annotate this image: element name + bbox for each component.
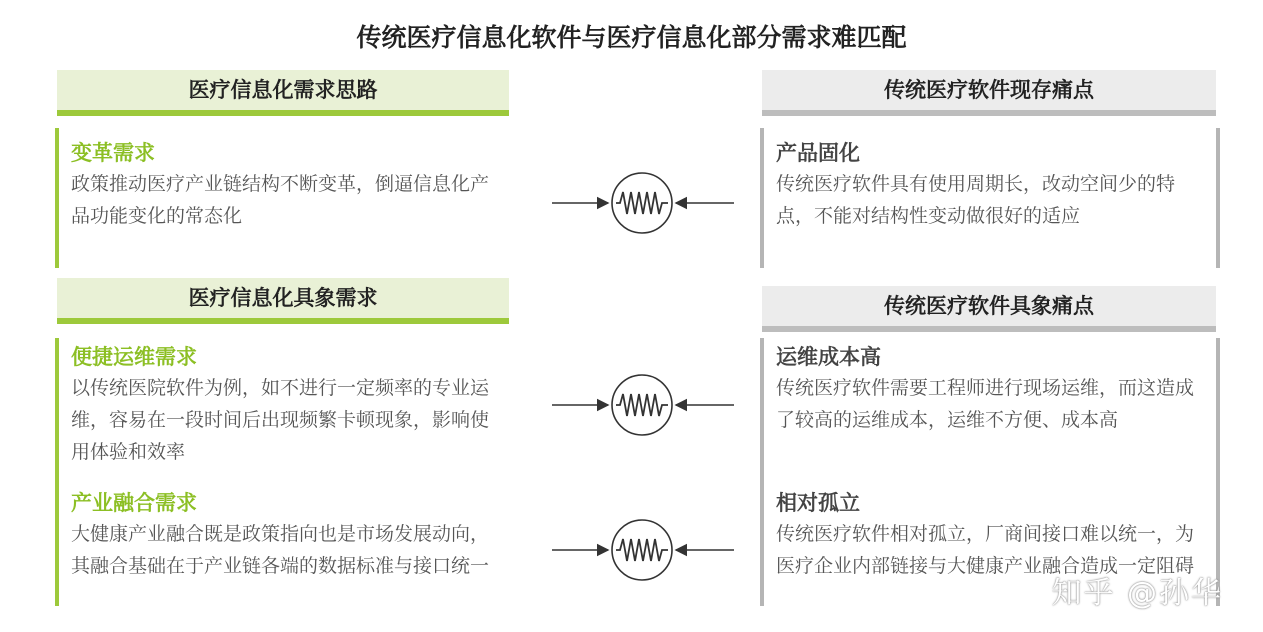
item-title: 运维成本高 [776, 345, 881, 369]
page-title: 传统医疗信息化软件与医疗信息化部分需求难匹配 [356, 23, 907, 52]
right-block-1 [760, 128, 1220, 268]
item-body: 传统医疗软件具有使用周期长，改动空间少的特点，不能对结构性变动做很好的适应 [776, 173, 1176, 227]
item-body: 大健康产业融合既是政策指向也是市场发展动向，其融合基础在于产业链各端的数据标准与接口统一 [71, 523, 490, 577]
left-header-specific: 医疗信息化具象需求 [57, 278, 509, 324]
item-title: 相对孤立 [776, 491, 860, 515]
left-block-1 [55, 128, 511, 268]
pain-item [776, 138, 1206, 232]
item-title: 产业融合需求 [71, 491, 197, 515]
friction-connector-3 [548, 515, 738, 585]
item-body: 以传统医院软件为例，如不进行一定频率的专业运维，容易在一段时间后出现频繁卡顿现象，影响使用体验和效率 [71, 377, 490, 463]
item-body: 传统医疗软件需要工程师进行现场运维，而这造成了较高的运维成本，运维不方便、成本高 [776, 377, 1195, 431]
demand-item [71, 342, 501, 468]
pain-item [776, 342, 1206, 436]
item-title: 便捷运维需求 [71, 345, 197, 369]
watermark: 知乎 @孙华 [1051, 576, 1223, 611]
item-body: 传统医疗软件相对孤立，厂商间接口难以统一，为医疗企业内部链接与大健康产业融合造成一定阻碍 [776, 523, 1195, 577]
demand-item [71, 138, 501, 232]
friction-connector-2 [548, 370, 738, 440]
right-header-specific-pain: 传统医疗软件具象痛点 [762, 286, 1216, 332]
left-block-2 [55, 338, 511, 606]
demand-item [71, 488, 501, 582]
right-block-2 [760, 338, 1220, 606]
right-header-pain-points: 传统医疗软件现存痛点 [762, 70, 1216, 116]
item-title: 变革需求 [71, 141, 155, 165]
item-title: 产品固化 [776, 141, 860, 165]
item-body: 政策推动医疗产业链结构不断变革，倒逼信息化产品功能变化的常态化 [71, 173, 490, 227]
friction-connector-1 [548, 168, 738, 238]
left-header-ideas: 医疗信息化需求思路 [57, 70, 509, 116]
